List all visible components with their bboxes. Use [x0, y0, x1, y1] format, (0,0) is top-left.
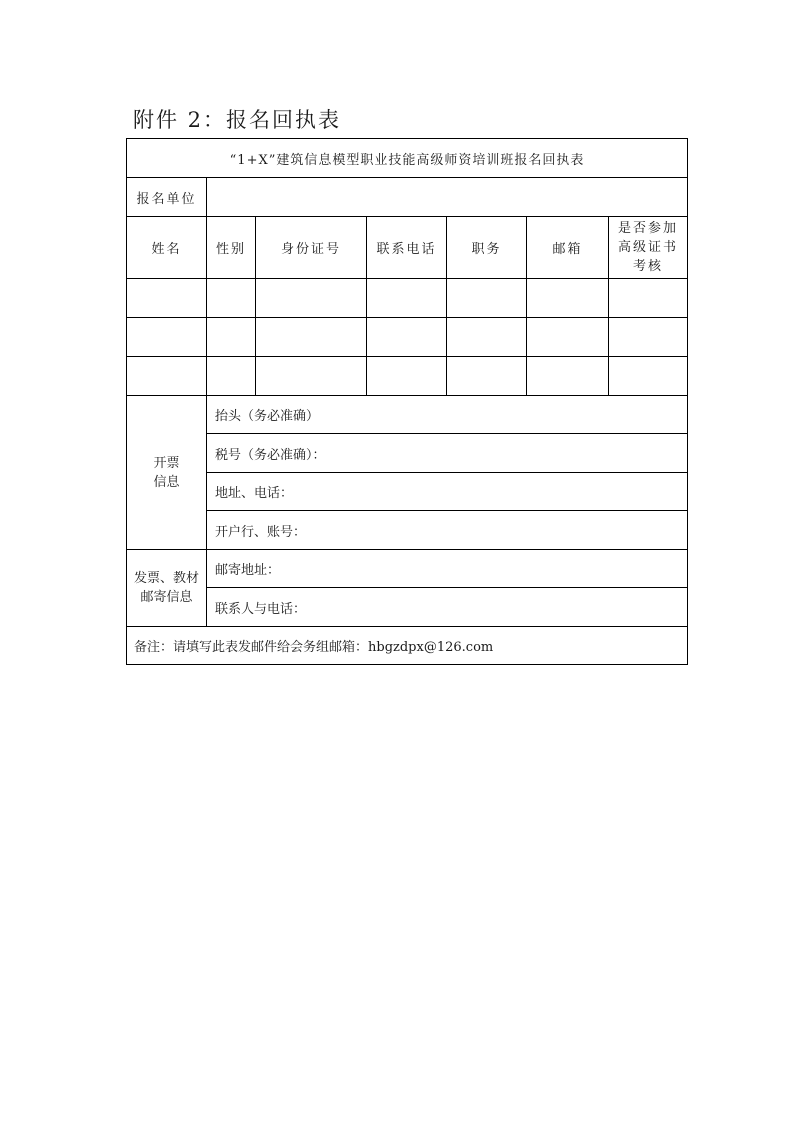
- header-phone: 联系电话: [367, 217, 447, 279]
- unit-row: [127, 178, 688, 217]
- invoice-bank-account-field[interactable]: 开户行、账号：: [207, 511, 688, 550]
- mailing-contact-field[interactable]: 联系人与电话：: [207, 588, 688, 627]
- header-exam: [609, 217, 688, 279]
- phone-cell[interactable]: [367, 318, 447, 357]
- note-text: 备注：请填写此表发邮件给会务组邮箱：hbgzdpx@126.com: [127, 627, 688, 665]
- mailing-address-field[interactable]: 邮寄地址：: [207, 550, 688, 588]
- mailing-row: [127, 588, 688, 627]
- gender-cell[interactable]: [207, 279, 256, 318]
- unit-label: 报名单位: [127, 178, 207, 217]
- mailing-label-line: 发票、教材: [133, 571, 199, 586]
- invoice-label-line: 开票: [153, 455, 180, 471]
- invoice-label-line: 信息: [153, 474, 180, 490]
- id-number-cell[interactable]: [256, 279, 367, 318]
- header-position: 职务: [447, 217, 527, 279]
- table-row: [127, 279, 688, 318]
- header-id-number: 身份证号: [256, 217, 367, 279]
- table-row: [127, 318, 688, 357]
- mailing-label-line: 邮寄信息: [140, 590, 193, 605]
- note-row: [127, 627, 688, 665]
- id-number-cell[interactable]: [256, 318, 367, 357]
- invoice-label: [127, 396, 207, 550]
- invoice-row: [127, 396, 688, 434]
- invoice-title-field[interactable]: 抬头（务必准确）: [207, 396, 688, 434]
- unit-value-cell[interactable]: [207, 178, 688, 217]
- position-cell[interactable]: [447, 318, 527, 357]
- header-gender: 性别: [207, 217, 256, 279]
- name-cell[interactable]: [127, 279, 207, 318]
- header-row: [127, 217, 688, 279]
- table-row: [127, 357, 688, 396]
- id-number-cell[interactable]: [256, 357, 367, 396]
- gender-cell[interactable]: [207, 357, 256, 396]
- invoice-tax-id-field[interactable]: 税号（务必准确）：: [207, 434, 688, 473]
- attachment-title: 附件 2：报名回执表: [133, 108, 342, 132]
- exam-cell[interactable]: [609, 357, 688, 396]
- header-exam-line: 是否参加: [618, 221, 679, 236]
- invoice-row: [127, 473, 688, 511]
- invoice-row: [127, 511, 688, 550]
- exam-cell[interactable]: [609, 318, 688, 357]
- phone-cell[interactable]: [367, 357, 447, 396]
- position-cell[interactable]: [447, 279, 527, 318]
- position-cell[interactable]: [447, 357, 527, 396]
- header-exam-line: 考核: [633, 259, 664, 274]
- header-exam-line: 高级证书: [618, 240, 679, 255]
- form-title-row: [127, 139, 688, 178]
- email-cell[interactable]: [527, 279, 609, 318]
- invoice-address-phone-field[interactable]: 地址、电话：: [207, 473, 688, 511]
- name-cell[interactable]: [127, 318, 207, 357]
- header-name: 姓名: [127, 217, 207, 279]
- mailing-row: [127, 550, 688, 588]
- header-email: 邮箱: [527, 217, 609, 279]
- name-cell[interactable]: [127, 357, 207, 396]
- gender-cell[interactable]: [207, 318, 256, 357]
- registration-form-table: [126, 138, 688, 665]
- mailing-label: [127, 550, 207, 627]
- phone-cell[interactable]: [367, 279, 447, 318]
- form-title: “1+X”建筑信息模型职业技能高级师资培训班报名回执表: [127, 139, 688, 178]
- invoice-row: [127, 434, 688, 473]
- email-cell[interactable]: [527, 357, 609, 396]
- exam-cell[interactable]: [609, 279, 688, 318]
- email-cell[interactable]: [527, 318, 609, 357]
